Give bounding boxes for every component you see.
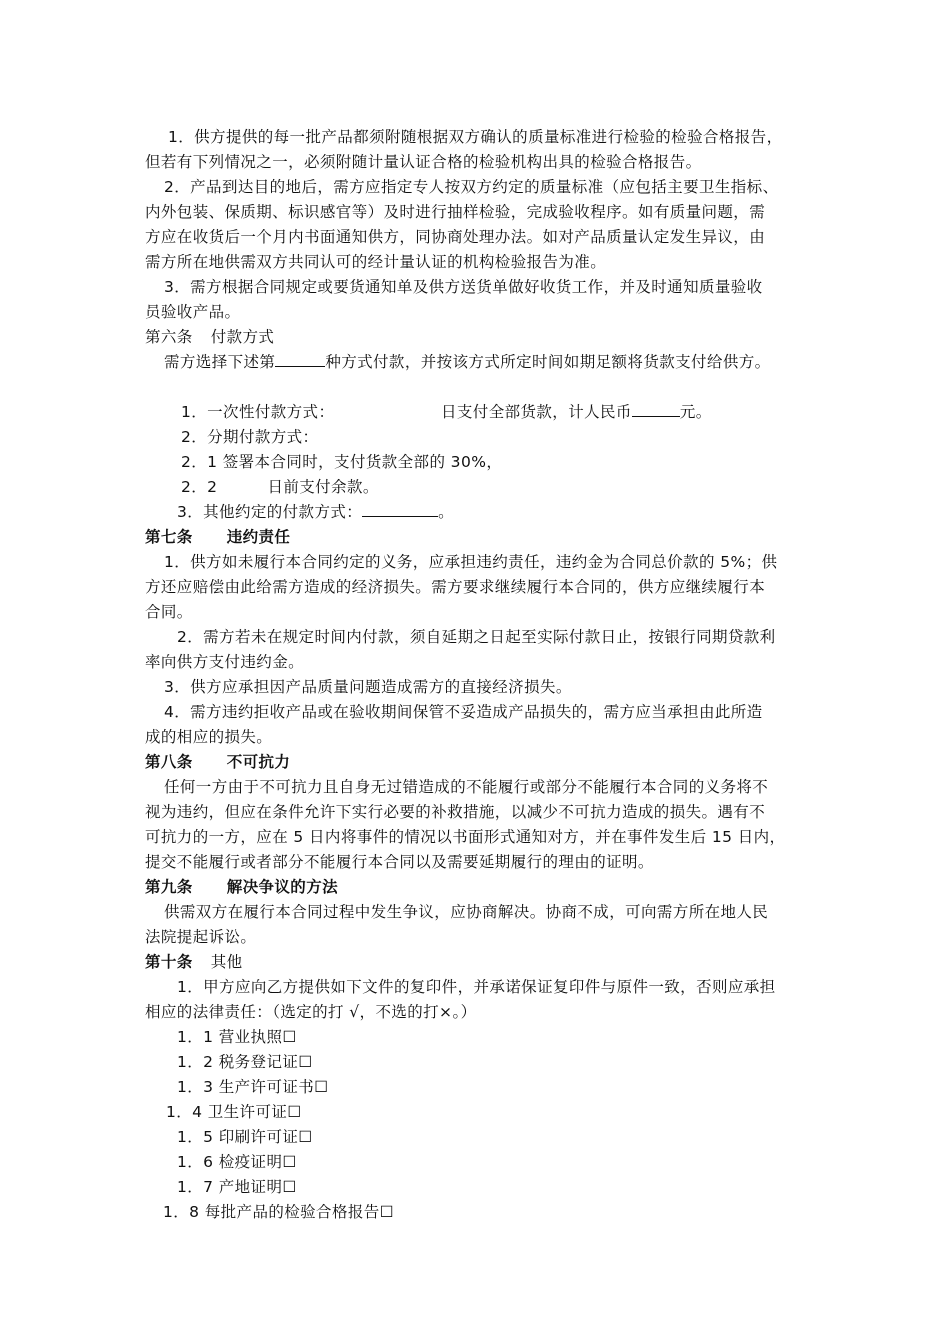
s5-p3-line1: 3．需方根据合同规定或要货通知单及供方送货单做好收货工作，并及时通知质量验收	[164, 278, 763, 296]
s9-p-line1: 供需双方在履行本合同过程中发生争议，应协商解决。协商不成，可向需方所在地人民	[164, 903, 769, 921]
s8-p-line2: 视为违约，但应在条件允许下实行必要的补救措施，以减少不可抗力造成的损失。遇有不	[145, 803, 766, 821]
s9-heading-text: 解决争议的方法	[226, 878, 339, 896]
s5-p2-line4: 需方所在地供需双方共同认可的经计量认证的机构检验报告为准。	[145, 253, 607, 271]
s8-p-line4: 提交不能履行或者部分不能履行本合同以及需要延期履行的理由的证明。	[145, 853, 654, 871]
s6-heading-number: 第六条	[145, 328, 193, 346]
s5-p2-line2: 内外包装、保质期、标识感官等）及时进行抽样检验，完成验收程序。如有质量问题，需	[145, 203, 766, 221]
s6-intro-pre: 需方选择下述第	[164, 353, 276, 371]
s6-intro-post: 种方式付款，并按该方式所定时间如期足额将货款支付给供方。	[325, 353, 771, 371]
s8-heading-text: 不可抗力	[226, 753, 291, 771]
s7-heading-number: 第七条	[145, 528, 193, 546]
s6-amount-blank	[632, 400, 680, 417]
s8-p-line1: 任何一方由于不可抗力且自身无过错造成的不能履行或部分不能履行本合同的义务将不	[164, 778, 769, 796]
s5-p2-line3: 方应在收货后一个月内书面通知供方，同协商处理办法。如对产品质量认定发生异议，由	[145, 228, 766, 246]
s10-doc-item-4: 1．4 卫生许可证☐	[166, 1103, 302, 1121]
s10-doc-item-3: 1．3 生产许可证书☐	[177, 1078, 329, 1096]
s7-p4-line1: 4．需方违约拒收产品或在验收期间保管不妥造成产品损失的，需方应当承担由此所造	[164, 703, 763, 721]
s6-item3-label: 3．其他约定的付款方式：	[177, 503, 363, 521]
s8-heading	[145, 750, 290, 774]
s5-p1-line2: 但若有下列情况之一，必须附随计量认证合格的检验机构出具的检验合格报告。	[145, 153, 702, 171]
s9-p-line2: 法院提起诉讼。	[145, 928, 257, 946]
s10-doc-item-5: 1．5 印刷许可证☐	[177, 1128, 313, 1146]
s6-item1-end: 元。	[679, 403, 712, 421]
s7-p2-line2: 率向供方支付违约金。	[145, 653, 305, 671]
s7-p1-line2: 方还应赔偿由此给需方造成的经济损失。需方要求继续履行本合同的，供方应继续履行本	[145, 578, 766, 596]
s7-p4-line2: 成的相应的损失。	[145, 728, 273, 746]
s7-heading	[145, 525, 290, 549]
s5-p2-line1: 2．产品到达目的地后，需方应指定专人按双方约定的质量标准（应包括主要卫生指标、	[164, 178, 779, 196]
s6-item3	[177, 500, 454, 524]
s10-heading-number: 第十条	[145, 953, 193, 971]
s6-item1	[181, 400, 334, 424]
s6-heading	[145, 325, 274, 349]
s6-other-blank	[362, 500, 438, 517]
s7-p2-line1: 2．需方若未在规定时间内付款，须自延期之日起至实际付款日止，按银行同期贷款利	[177, 628, 776, 646]
s7-p1-line3: 合同。	[145, 603, 193, 621]
s10-heading	[145, 950, 243, 974]
s9-heading-number: 第九条	[145, 878, 193, 896]
s8-heading-number: 第八条	[145, 753, 193, 771]
s7-p3: 3．供方应承担因产品质量问题造成需方的直接经济损失。	[164, 678, 572, 696]
s6-intro	[164, 350, 771, 374]
s6-item1-label: 1．一次性付款方式：	[181, 403, 335, 421]
s10-doc-item-8: 1．8 每批产品的检验合格报告☐	[163, 1203, 394, 1221]
s7-p1-line1: 1．供方如未履行本合同约定的义务，应承担违约责任，违约金为合同总价款的 5%；供	[164, 553, 778, 571]
s6-item2-1: 2．1 签署本合同时，支付货款全部的 30%，	[181, 453, 503, 471]
s10-doc-item-7: 1．7 产地证明☐	[177, 1178, 297, 1196]
s6-item2: 2．分期付款方式：	[181, 428, 319, 446]
s10-p1-line2: 相应的法律责任：（选定的打 √，不选的打×。）	[145, 1003, 477, 1021]
s6-item2-2	[181, 475, 379, 499]
s6-item2-2-number: 2．2	[181, 478, 218, 496]
s10-doc-item-2: 1．2 税务登记证☐	[177, 1053, 313, 1071]
s5-p1-line1: 1．供方提供的每一批产品都须附随根据双方确认的质量标准进行检验的检验合格报告，	[168, 128, 783, 146]
s7-heading-text: 违约责任	[226, 528, 291, 546]
s6-heading-text: 付款方式	[210, 328, 275, 346]
s6-item1-rest	[441, 400, 712, 424]
s9-heading	[145, 875, 338, 899]
s10-p1-line1: 1．甲方应向乙方提供如下文件的复印件，并承诺保证复印件与原件一致，否则应承担	[177, 978, 776, 996]
s6-item1-text: 日支付全部货款，计人民币	[441, 403, 632, 421]
s10-heading-text: 其他	[210, 953, 243, 971]
s6-item3-end: 。	[438, 503, 455, 521]
s5-p3-line2: 员验收产品。	[145, 303, 241, 321]
s10-doc-item-6: 1．6 检疫证明☐	[177, 1153, 297, 1171]
s8-p-line3: 可抗力的一方，应在 5 日内将事件的情况以书面形式通知对方，并在事件发生后 15 日内，	[145, 828, 786, 846]
s6-item2-2-text: 日前支付余款。	[267, 478, 379, 496]
s10-doc-item-1: 1．1 营业执照☐	[177, 1028, 297, 1046]
s6-method-blank	[275, 350, 325, 367]
